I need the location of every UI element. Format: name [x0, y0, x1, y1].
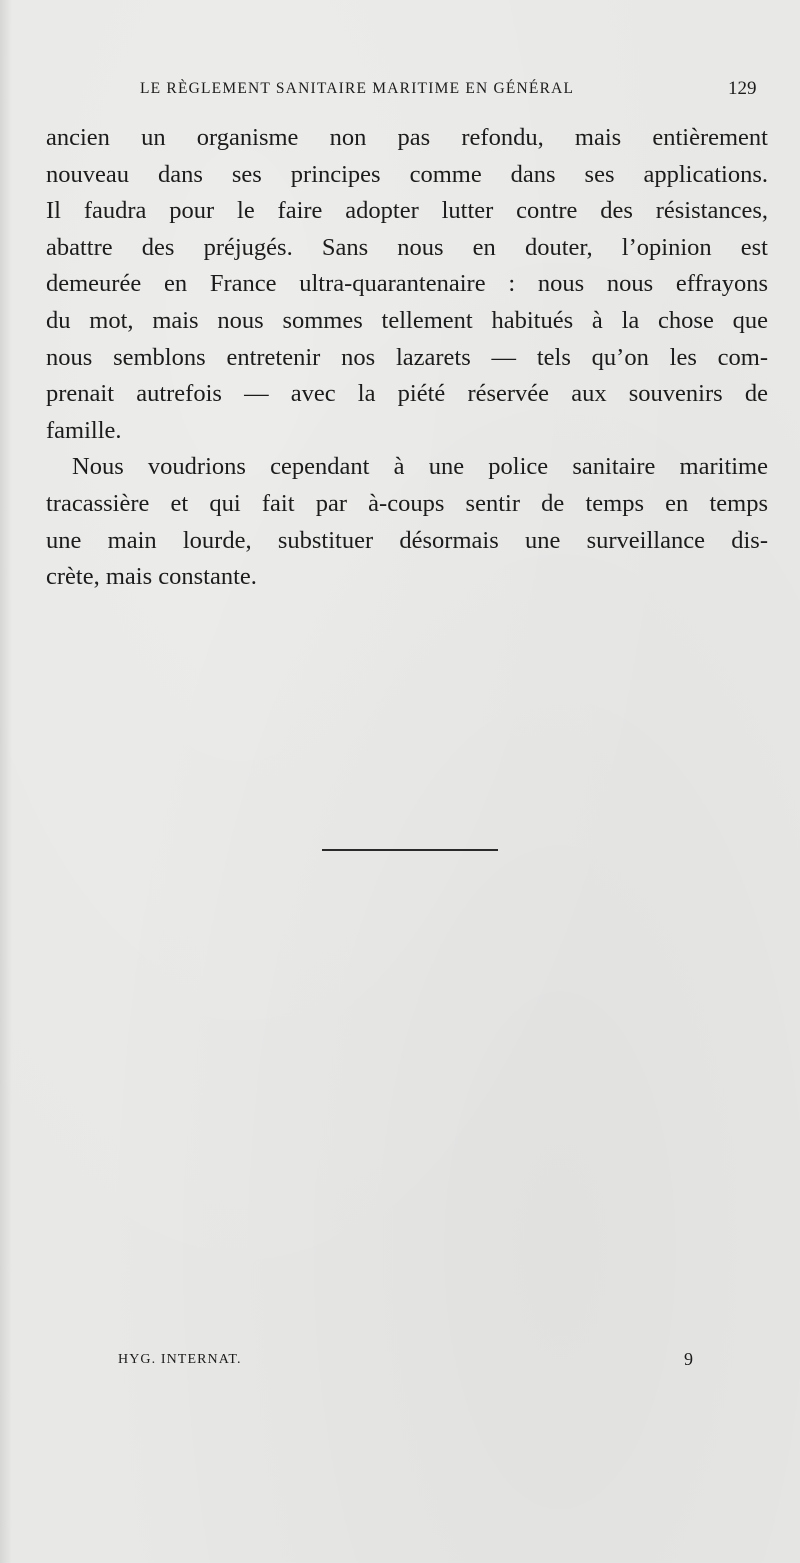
text-line: demeurée en France ultra-quarantenaire : nous nous effrayons	[46, 270, 768, 298]
text-line: du mot, mais nous sommes tellement habitués à la chose que	[46, 306, 768, 334]
signature-number: 9	[684, 1349, 693, 1369]
text-line: tracassière et qui fait par à-coups sentir de temps en temps	[46, 489, 768, 517]
running-head	[0, 80, 800, 104]
section-end-rule	[322, 849, 498, 851]
body-text	[46, 120, 768, 596]
text-line: crète, mais constante.	[46, 563, 257, 591]
paragraph-1	[46, 120, 768, 449]
text-line: ancien un organisme non pas refondu, mais entièrement	[46, 124, 768, 151]
text-line: prenait autrefois — avec la piété réservée aux souvenirs de	[46, 380, 768, 408]
paragraph-2	[46, 449, 768, 595]
text-line: une main lourde, substituer désormais une surveillance dis-	[46, 526, 768, 554]
page-footer	[0, 1349, 800, 1376]
text-line: nous semblons entretenir nos lazarets — tels qu’on les com-	[46, 343, 768, 371]
text-line: Il faudra pour le faire adopter lutter contre des résistances,	[46, 197, 768, 225]
running-title: LE RÈGLEMENT SANITAIRE MARITIME EN GÉNÉRAL	[140, 80, 575, 97]
text-line: abattre des préjugés. Sans nous en douter, l’opinion est	[46, 233, 768, 261]
page-number: 129	[728, 78, 757, 99]
text-line: nouveau dans ses principes comme dans ses applications.	[46, 160, 768, 188]
signature-mark: HYG. INTERNAT.	[118, 1352, 242, 1367]
text-line: famille.	[46, 416, 122, 444]
page-gutter-shadow	[0, 0, 12, 1563]
text-line: Nous voudrions cependant à une police sanitaire maritime	[72, 453, 768, 481]
